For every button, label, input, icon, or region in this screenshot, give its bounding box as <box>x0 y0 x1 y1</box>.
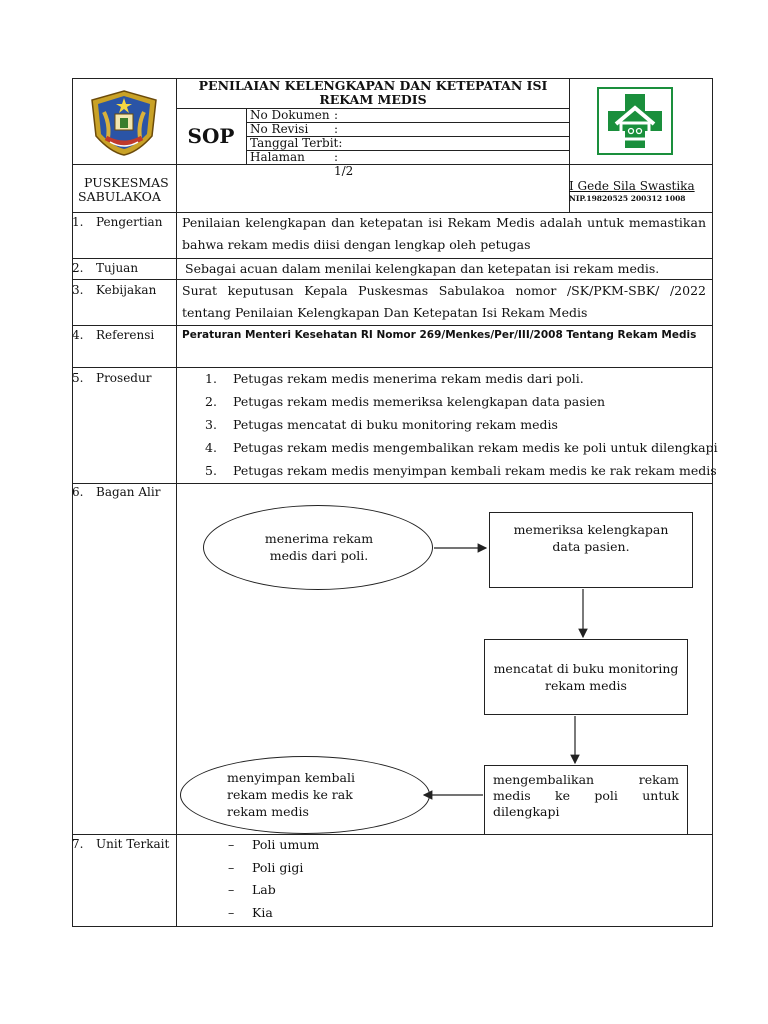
flow-start-ellipse: menerima rekam medis dari poli. <box>203 505 433 590</box>
section-label-bagan-alir: 6. Bagan Alir <box>72 485 161 499</box>
procedure-step: 3. Petugas mencatat di buku monitoring rekam medis <box>205 417 558 432</box>
meta-value-halaman: : 1/2 <box>334 150 354 178</box>
kebijakan-text: Surat keputusan Kepala Puskesmas Sabulakoa nomor /SK/PKM-SBK/ /2022 tentang Penilaian Kelengkapan Dan Ketepatan Isi Rekam Medis <box>182 283 706 320</box>
meta-label-tanggal-terbit: Tanggal Terbit <box>250 136 339 150</box>
meta-value-no-dokumen: : <box>334 108 339 122</box>
flow-record-box: mencatat di buku monitoring rekam medis <box>484 639 688 715</box>
referensi-text: Peraturan Menteri Kesehatan RI Nomor 269/Menkes/Per/III/2008 Tentang Rekam Medis <box>182 329 697 341</box>
procedure-step: 2. Petugas rekam medis memeriksa kelengkapan data pasien <box>205 394 606 409</box>
flow-return-box: mengembalikan rekam medis ke poli untuk dilengkapi <box>484 765 688 835</box>
meta-label-no-dokumen: No Dokumen <box>250 108 330 122</box>
unit-item: – Poli umum <box>228 837 320 852</box>
org-name-line2: SABULAKOA <box>78 189 161 204</box>
section-label-referensi: 4. Referensi <box>72 328 155 342</box>
section-label-unit-terkait: 7. Unit Terkait <box>72 837 170 851</box>
unit-item: – Kia <box>228 904 273 920</box>
pengertian-text: Penilaian kelengkapan dan ketepatan isi Rekam Medis adalah untuk memastikan bahwa rekam medis diisi dengan lengkap oleh petugas <box>182 215 706 252</box>
flow-end-ellipse: menyimpan kembali rekam medis ke rak rekam medis <box>180 756 430 834</box>
section-label-prosedur: 5. Prosedur <box>72 371 152 385</box>
unit-item: – Lab <box>228 882 276 897</box>
unit-item: – Poli gigi <box>228 859 304 875</box>
document-title-line1: PENILAIAN KELENGKAPAN DAN KETEPATAN ISI <box>198 78 548 93</box>
document-title-line2: REKAM MEDIS <box>319 92 427 107</box>
related-units-list <box>228 837 428 927</box>
procedure-step: 1. Petugas rekam medis menerima rekam medis dari poli. <box>205 371 584 386</box>
procedure-step: 5. Petugas rekam medis menyimpan kembali rekam medis ke rak rekam medis <box>205 463 717 478</box>
meta-value-tanggal-terbit: : <box>338 136 343 150</box>
meta-label-halaman: Halaman <box>250 150 305 164</box>
section-label-tujuan: 2. Tujuan <box>72 261 139 275</box>
signatory-name: I Gede Sila Swastika <box>569 179 695 193</box>
flow-check-box: memeriksa kelengkapan data pasien. <box>489 512 693 588</box>
section-label-kebijakan: 3. Kebijakan <box>72 283 157 297</box>
tujuan-text: Sebagai acuan dalam menilai kelengkapan dan ketepatan isi rekam medis. <box>185 261 660 276</box>
sop-label: SOP <box>187 124 235 148</box>
section-label-pengertian: 1. Pengertian <box>72 215 163 229</box>
meta-label-no-revisi: No Revisi <box>250 122 309 136</box>
signatory-nip: NIP.19820525 200312 1008 <box>569 194 686 203</box>
procedure-step: 4. Petugas rekam medis mengembalikan rekam medis ke poli untuk dilengkapi <box>205 440 718 455</box>
org-name-line1: PUSKESMAS <box>84 175 169 190</box>
meta-value-no-revisi: : <box>334 122 339 136</box>
